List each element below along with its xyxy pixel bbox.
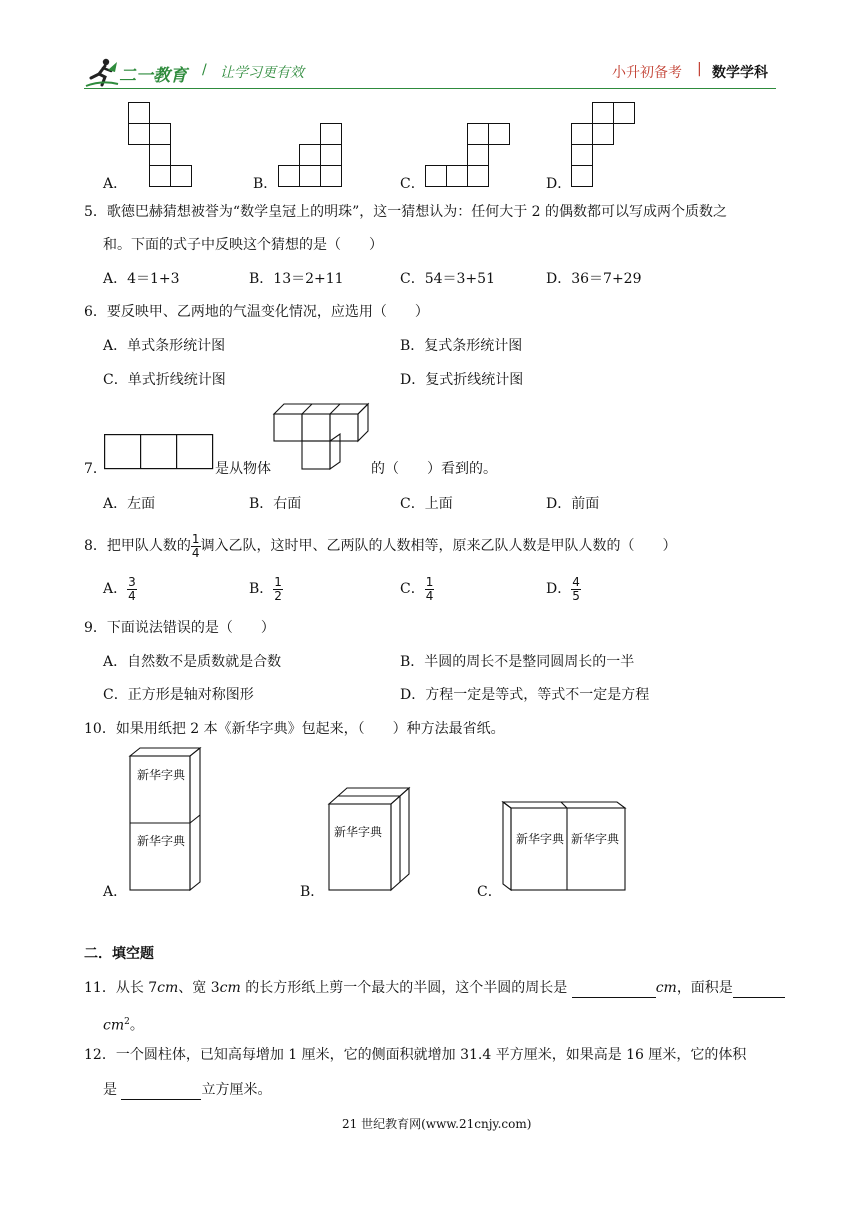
q11-area-unit: cm xyxy=(103,1017,125,1034)
q11-unit-cm: cm xyxy=(157,980,179,996)
net-d-cell xyxy=(592,123,614,145)
fraction-numerator: 1 xyxy=(425,574,434,589)
q5-option-b[interactable]: B．13＝2+11 xyxy=(249,271,344,287)
q5-option-c[interactable]: C．54＝3+51 xyxy=(400,271,495,287)
header-slash: / xyxy=(202,62,207,78)
slogan: 让学习更有效 xyxy=(220,65,304,81)
net-c-cell xyxy=(425,165,447,187)
q7-number: 7． xyxy=(84,461,107,477)
q11-mid1: 、宽 3 xyxy=(178,980,220,996)
q8-option-c-fraction xyxy=(425,576,435,603)
q12-line1: 12．一个圆柱体，已知高每增加 1 厘米，它的侧面积就增加 31.4 平方厘米，如果高是 16 厘米，它的体积 xyxy=(84,1047,747,1063)
q11-end: 。 xyxy=(129,1017,144,1034)
net-a-cell xyxy=(149,123,171,145)
q11-pre: 11．从长 7 xyxy=(84,980,158,996)
net-a-cell xyxy=(149,144,171,166)
net-c-cell xyxy=(446,165,468,187)
q10-c-book-label-right: 新华字典 xyxy=(571,832,620,846)
q6-stem: 6．要反映甲、乙两地的气温变化情况，应选用（ ） xyxy=(84,304,429,320)
q8-option-a-fraction xyxy=(127,576,137,603)
q6-option-d[interactable]: D．复式折线统计图 xyxy=(400,372,524,388)
net-d-cell xyxy=(571,144,593,166)
q4-option-d[interactable]: D． xyxy=(546,176,572,192)
fraction-denominator: 4 xyxy=(128,588,136,603)
q8-fraction-numerator: 1 xyxy=(191,531,200,546)
q11-mid3: ，面积是 xyxy=(676,980,733,996)
net-a-cell xyxy=(149,165,171,187)
net-b-cell xyxy=(278,165,300,187)
q10-c-book-label-left: 新华字典 xyxy=(516,832,565,846)
q4-option-a[interactable]: A． xyxy=(103,176,128,192)
q10-b-book-label: 新华字典 xyxy=(334,825,383,839)
q11-line2 xyxy=(103,1013,144,1035)
q11-area-blank[interactable] xyxy=(733,979,785,998)
fraction-denominator: 4 xyxy=(425,588,434,603)
q9-option-a[interactable]: A．自然数不是质数就是合数 xyxy=(103,654,282,670)
q11-area-unit-exponent: 2 xyxy=(124,1017,130,1027)
footer-source: 21 世纪教育网(www.21cnjy.com) xyxy=(342,1117,532,1131)
q10-option-b[interactable]: B． xyxy=(300,884,325,900)
q8-option-d-label: D． xyxy=(546,581,572,597)
q7-option-b[interactable]: B．右面 xyxy=(249,496,302,512)
net-b-cell xyxy=(320,123,342,145)
q8-stem xyxy=(84,526,677,566)
header-exam-label: 小升初备考 xyxy=(612,65,682,81)
q10-option-c[interactable]: C． xyxy=(477,884,502,900)
q7-tail-text: 的（ ）看到的。 xyxy=(371,461,497,477)
q10-option-a[interactable]: A． xyxy=(103,884,128,900)
q12-line2 xyxy=(103,1081,271,1100)
net-b-cell xyxy=(320,144,342,166)
q8-option-a-label: A． xyxy=(103,581,128,597)
section-title-fill-blank: 二．填空题 xyxy=(84,946,154,962)
brand-name: 二一教育 xyxy=(119,66,187,86)
q7-option-c[interactable]: C．上面 xyxy=(400,496,453,512)
q11-unit-cm: cm xyxy=(219,980,241,996)
fraction-denominator: 2 xyxy=(274,588,282,603)
net-d-cell xyxy=(613,102,635,124)
q8-option-b-label: B． xyxy=(249,581,274,597)
q11-unit-cm: cm xyxy=(655,980,677,996)
fraction-numerator: 4 xyxy=(572,574,580,589)
q6-option-c[interactable]: C．单式折线统计图 xyxy=(103,372,226,388)
q7-mid-text: 是从物体 xyxy=(215,461,271,477)
q5-stem-line2: 和。下面的式子中反映这个猜想的是（ ） xyxy=(103,237,383,253)
q7-view-figure xyxy=(104,434,214,470)
net-a-cell xyxy=(128,123,150,145)
net-d-cell xyxy=(571,165,593,187)
q8-option-a[interactable] xyxy=(103,569,137,609)
q8-option-d-fraction xyxy=(571,576,581,603)
net-c-cell xyxy=(467,144,489,166)
q8-option-b[interactable] xyxy=(249,569,283,609)
q8-fraction xyxy=(191,533,201,560)
q12-post: 立方厘米。 xyxy=(201,1082,272,1098)
net-c-cell xyxy=(467,165,489,187)
q9-stem: 9．下面说法错误的是（ ） xyxy=(84,620,275,636)
q10-a-book-label-top: 新华字典 xyxy=(137,768,186,782)
q8-option-d[interactable] xyxy=(546,569,581,609)
net-d-cell xyxy=(592,102,614,124)
q8-fraction-denominator: 4 xyxy=(191,545,200,560)
q9-option-c[interactable]: C．正方形是轴对称图形 xyxy=(103,687,254,703)
net-a-cell xyxy=(128,102,150,124)
net-b-cell xyxy=(299,144,321,166)
q4-option-b[interactable]: B． xyxy=(253,176,278,192)
runner-logo-icon xyxy=(84,58,120,88)
q11-mid2: 的长方形纸上剪一个最大的半圆，这个半圆的周长是 xyxy=(240,980,572,996)
q8-option-c-label: C． xyxy=(400,581,425,597)
q10-a-book-label-bottom: 新华字典 xyxy=(137,834,186,848)
fraction-numerator: 3 xyxy=(128,574,136,589)
net-c-cell xyxy=(488,123,510,145)
header-rule xyxy=(84,88,776,89)
net-d-cell xyxy=(571,123,593,145)
q7-solid-figure xyxy=(274,402,374,472)
q9-option-b[interactable]: B．半圆的周长不是整同圆周长的一半 xyxy=(400,654,635,670)
q8-stem-post: 调入乙队，这时甲、乙两队的人数相等，原来乙队人数是甲队人数的（ ） xyxy=(200,538,677,554)
q7-option-d[interactable]: D．前面 xyxy=(546,496,600,512)
q7-option-a[interactable]: A．左面 xyxy=(103,496,156,512)
fraction-denominator: 5 xyxy=(572,588,580,603)
q8-option-c[interactable] xyxy=(400,569,434,609)
fraction-numerator: 1 xyxy=(274,574,282,589)
net-b-cell xyxy=(320,165,342,187)
q8-stem-pre: 8．把甲队人数的 xyxy=(84,538,191,554)
net-c-cell xyxy=(467,123,489,145)
q10-stem: 10．如果用纸把 2 本《新华字典》包起来，（ ）种方法最省纸。 xyxy=(84,721,505,737)
q12-pre: 是 xyxy=(103,1082,122,1098)
header-subject-label: 数学学科 xyxy=(712,65,768,81)
net-a-cell xyxy=(170,165,192,187)
q4-option-c[interactable]: C． xyxy=(400,176,425,192)
header-divider: | xyxy=(697,61,702,77)
q9-option-d[interactable]: D．方程一定是等式，等式不一定是方程 xyxy=(400,687,650,703)
q5-option-d[interactable]: D．36＝7+29 xyxy=(546,271,642,287)
q6-option-a[interactable]: A．单式条形统计图 xyxy=(103,338,226,354)
q12-volume-blank[interactable] xyxy=(121,1081,201,1100)
q11-line1 xyxy=(84,979,785,998)
q11-perimeter-blank[interactable] xyxy=(572,979,656,998)
q6-option-b[interactable]: B．复式条形统计图 xyxy=(400,338,523,354)
q5-stem-line1: 5．歌德巴赫猜想被誉为“数学皇冠上的明珠”，这一猜想认为：任何大于 2 的偶数都可以写成两个质数之 xyxy=(84,204,728,220)
net-b-cell xyxy=(299,165,321,187)
q5-option-a[interactable]: A．4＝1+3 xyxy=(103,271,180,287)
q8-option-b-fraction xyxy=(273,576,283,603)
